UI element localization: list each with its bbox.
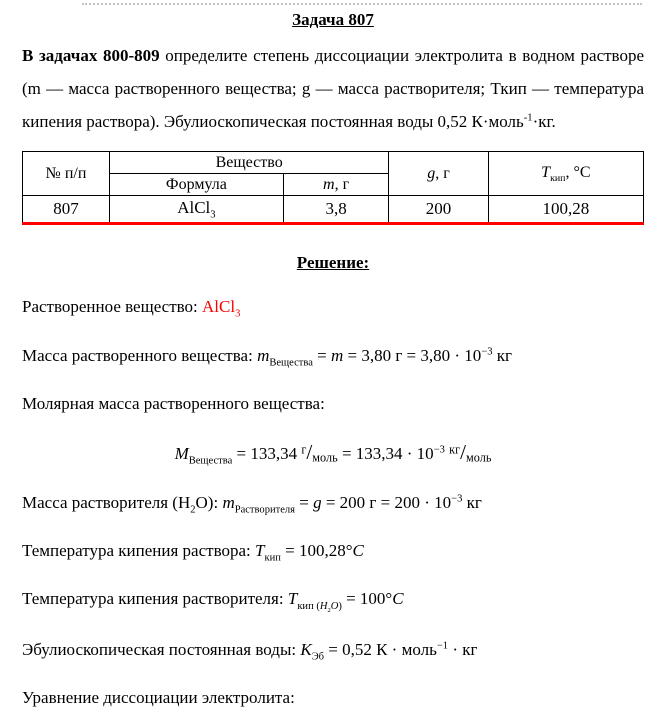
label: Растворенное вещество: [22,297,203,317]
formula-subscript: Эб [311,651,324,663]
formula-text: AlCl [177,198,211,218]
formula-text: = [294,492,314,512]
intro-superscript: -1 [523,112,533,124]
formula-text: = [312,345,331,365]
col-header-solute-mass [283,174,389,196]
formula-subscript: Вещества [269,357,313,369]
label: Эбулиоскопическая постоянная воды: [22,639,301,659]
label-subscript: 2 [190,503,196,515]
formula-var: M [174,444,189,464]
fraction-g-per-mol [301,440,338,465]
fraction-slash: / [460,440,467,465]
formula-var: m [323,175,335,193]
cell-solvent-mass: 200 [389,196,488,224]
formula-var: m [330,345,344,365]
formula-superscript: −3 [451,492,463,504]
formula-var: g [313,492,322,512]
label: Масса растворителя (H [22,492,191,512]
formula-subscript: кип [264,552,281,564]
molar-mass-formula-line [22,440,644,466]
fraction-denominator: моль [312,450,338,465]
formula-var: C [352,540,364,560]
dissociation-equation-line [22,688,644,708]
formula-subscript: 3 [210,209,216,221]
formula-text: , г [435,164,450,182]
cell-solute-mass: 3,8 [283,196,389,224]
col-header-number: № п/п [23,152,110,196]
label: Температура кипения растворителя: [22,589,288,609]
formula-var: m [222,492,235,512]
intro-text: определите степень диссоциации электролита в водном растворе (m — масса растворенного вещества; g — масса растворителя; Ткип — температура кипения раствора). Эбулиоскопическая постоянная воды 0,52 К·моль [22,46,644,132]
solute-line [22,297,644,319]
ebullioscopic-constant-line [22,640,644,662]
label: Температура кипения раствора: [22,540,256,560]
formula-var: T [287,589,298,609]
col-header-boiling-temp [488,152,643,196]
molar-mass-label-line [22,394,644,414]
formula-var: K [300,639,312,659]
page-title [22,10,644,30]
solute-formula [202,297,241,320]
formula-subscript-text: ) [338,600,342,612]
formula-text: = 133,34 · 10 [337,444,434,464]
formula-superscript: −3 [433,444,445,456]
table-row [23,196,644,224]
solute-mass-line [22,346,644,368]
intro-paragraph [22,39,644,138]
formula-text: AlCl [202,297,236,317]
formula-var: T [541,163,551,181]
col-header-solvent-mass [389,152,488,196]
label: Молярная масса растворенного вещества: [22,394,325,414]
fraction-numerator: г [301,442,307,457]
solution-heading [22,253,644,273]
formula-subscript: Вещества [188,455,233,467]
formula-subscript-text: кип ( [297,600,320,612]
formula-subscript: кип [550,173,566,185]
fraction-denominator: моль [466,450,492,465]
problem-data-table [22,151,644,225]
solution-heading-text: Решение: [296,253,370,273]
cell-boiling-temp: 100,28 [488,196,643,224]
formula-subscript: Растворителя [234,503,295,515]
cell-number: 807 [23,196,110,224]
cell-formula [109,196,283,224]
table-header-row-1 [23,152,644,174]
formula-unit: кг [462,492,482,512]
col-header-substance: Вещество [109,152,388,174]
solvent-mass-line [22,493,644,515]
page-title-text: Задача 807 [292,10,374,29]
label: O): [195,492,223,512]
formula-sub-subscript: 2 [327,606,331,614]
formula-superscript: −3 [481,346,493,358]
formula-text: = 133,34 [232,444,302,464]
formula-var: g [427,164,436,182]
formula-superscript: −1 [436,640,449,652]
intro-text-tail: ·кг. [532,112,556,132]
label: Масса растворенного вещества: [22,345,258,365]
formula-text: = 100,28° [280,540,353,560]
formula-var: O [330,600,339,612]
formula-text: = 100° [341,589,393,609]
formula-text: = 200 г = 200 · 10 [321,492,452,512]
formula-text: , г [334,175,350,193]
formula-unit: · кг [448,639,478,659]
fraction-slash: / [306,440,313,465]
fraction-numerator: кг [449,442,461,457]
solution-boiling-temp-line [22,541,644,563]
label: Уравнение диссоциации электролита: [22,688,295,708]
formula-var: m [257,345,270,365]
formula-subscript [297,601,342,612]
fraction-kg-per-mol [449,440,492,465]
formula-var: H [319,600,328,612]
formula-text: , °C [565,163,591,181]
solvent-boiling-temp-line [22,589,644,614]
formula-var: T [255,540,265,560]
intro-bold-text: В задачах 800-809 [22,46,160,65]
formula-text: = 0,52 К · моль [324,639,437,659]
formula-unit: кг [492,345,513,365]
col-header-formula: Формула [109,174,283,196]
formula-text: = 3,80 г = 3,80 · 10 [343,345,482,365]
page-top-dotted-line [82,3,642,5]
formula-subscript: 3 [235,308,241,320]
formula-var: C [392,589,404,609]
